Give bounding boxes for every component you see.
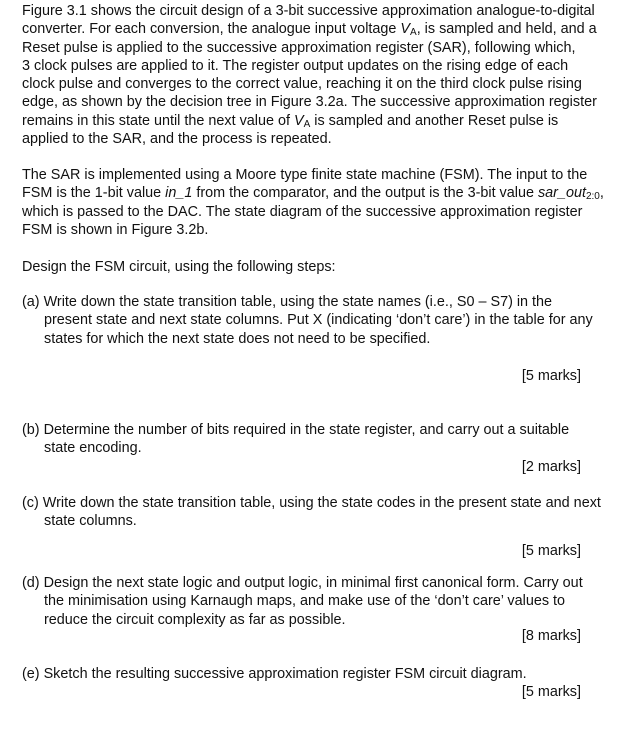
marks-e: [5 marks] (521, 684, 581, 700)
paragraph-line: edge, as shown by the decision tree in Figure 3.2a. The successive approximation register (22, 94, 597, 111)
text-fragment: FSM is the 1-bit value (22, 185, 166, 202)
question-line: states for which the next state does not need to be specified. (44, 330, 431, 347)
question-line: reduce the circuit complexity as far as possible. (44, 611, 346, 628)
paragraph-line: Figure 3.1 shows the circuit design of a 3-bit successive approximation analogue-to-digital (22, 3, 595, 19)
voltage-symbol: V (400, 21, 411, 38)
paragraph-line: The SAR is implemented using a Moore type finite state machine (FSM). The input to the (22, 167, 588, 183)
question-line: state encoding. (44, 440, 142, 457)
marks-a: [5 marks] (521, 368, 581, 384)
paragraph-line (22, 184, 604, 202)
text-fragment: , is sampled and held, and a (416, 21, 597, 38)
signal-subscript: 2:0 (585, 191, 600, 203)
marks-d: [8 marks] (521, 628, 581, 644)
text-fragment: converter. For each conversion, the analogue input voltage (22, 21, 401, 38)
paragraph-line: Reset pulse is applied to the successive approximation register (SAR), following which, (22, 39, 576, 56)
signal-name: sar_out (537, 185, 586, 202)
text-fragment: from the comparator, and the output is the 3-bit value (192, 185, 538, 202)
steps-intro (22, 258, 336, 276)
question-e (22, 665, 527, 683)
voltage-symbol: V (293, 112, 304, 129)
voltage-subscript: A (303, 118, 311, 130)
question-line: (d) Design the next state logic and output logic, in minimal first canonical form. Carry out (22, 575, 583, 591)
text-fragment: is sampled and another Reset pulse is (310, 112, 559, 129)
question-b (22, 421, 569, 458)
question-line: present state and next state columns. Put X (indicating ‘don’t care’) in the table for any (44, 312, 593, 329)
question-a (22, 293, 593, 348)
marks-b: [2 marks] (521, 459, 581, 475)
text-fragment: , (599, 185, 604, 202)
question-line: (a) Write down the state transition table, using the state names (i.e., S0 – S7) in the (22, 294, 553, 310)
text-fragment: remains in this state until the next value of (22, 112, 294, 129)
question-line: (e) Sketch the resulting successive approximation register FSM circuit diagram. (22, 666, 527, 682)
paragraph-line: 3 clock pulses are applied to it. The register output updates on the rising edge of each (22, 57, 569, 74)
paragraph-line: clock pulse and converges to the correct value, reaching it on the third clock pulse rising (22, 76, 582, 93)
paragraph-line: which is passed to the DAC. The state diagram of the successive approximation register (22, 203, 583, 220)
question-line: state columns. (44, 513, 137, 530)
question-line: (b) Determine the number of bits required in the state register, and carry out a suitable (22, 422, 570, 438)
voltage-subscript: A (410, 27, 417, 39)
paragraph-line: FSM is shown in Figure 3.2b. (22, 221, 209, 238)
paragraph-line: Design the FSM circuit, using the following steps: (22, 259, 336, 275)
question-line: (c) Write down the state transition table, using the state codes in the present state and next (22, 495, 601, 511)
signal-name: in_1 (165, 185, 193, 202)
paragraph-line (22, 20, 597, 38)
fsm-paragraph (22, 166, 604, 239)
paragraph-line: applied to the SAR, and the process is repeated. (22, 131, 332, 148)
question-d (22, 574, 583, 629)
question-c (22, 494, 601, 531)
marks-c: [5 marks] (521, 543, 581, 559)
intro-paragraph (22, 2, 597, 148)
question-line: the minimisation using Karnaugh maps, and make use of the ‘don’t care’ values to (44, 593, 566, 610)
paragraph-line (22, 112, 597, 130)
